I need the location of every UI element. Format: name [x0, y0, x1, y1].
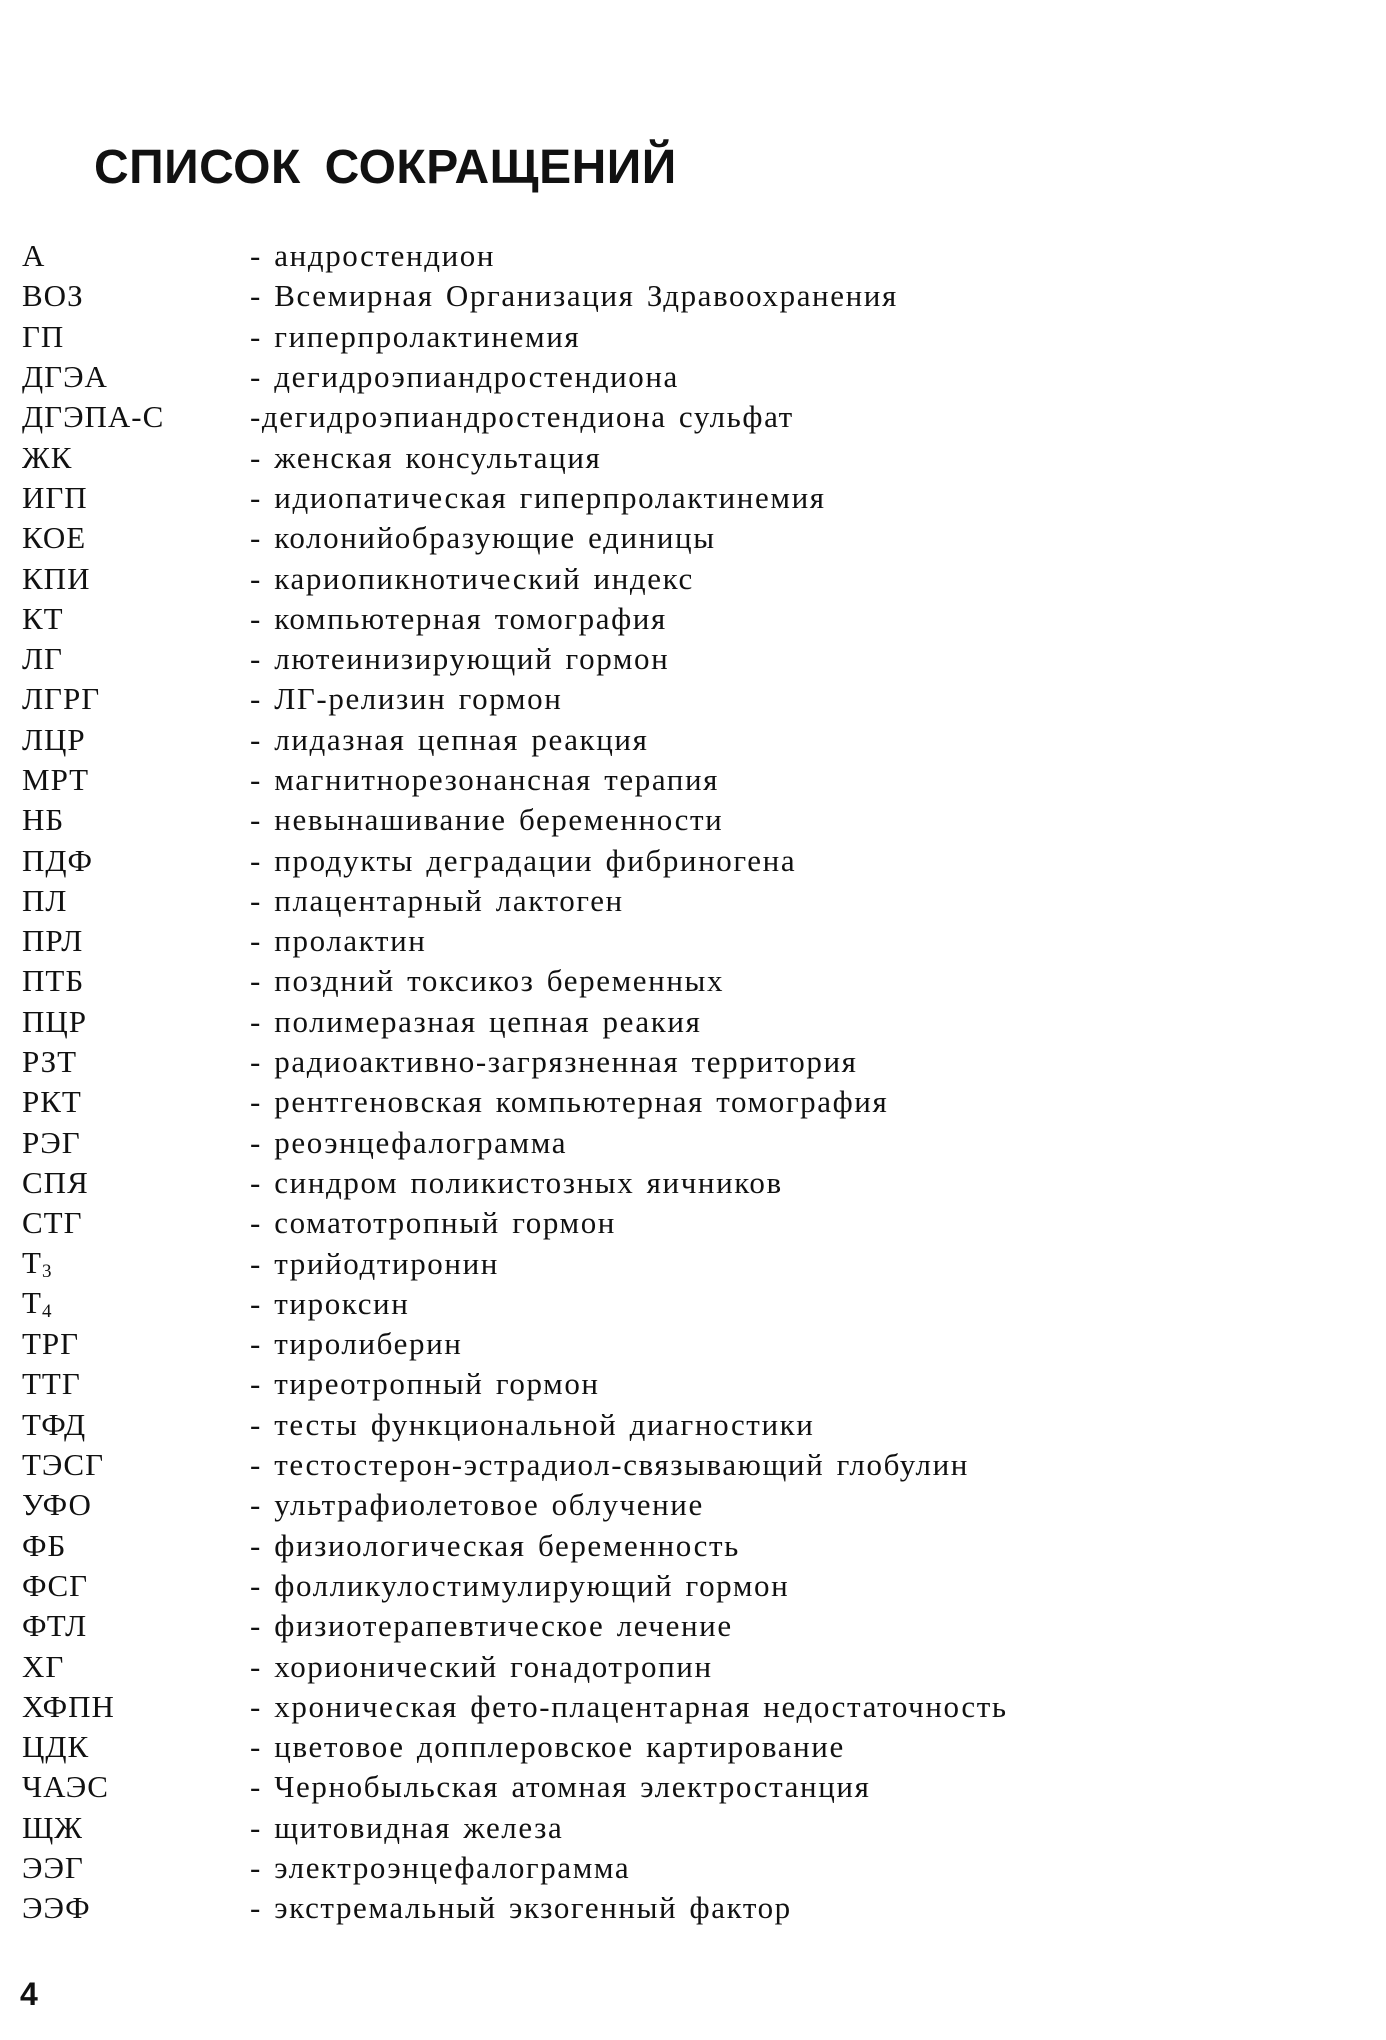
abbreviation-row [22, 1163, 1008, 1203]
abbreviation-definition: - продукты деградации фибриногена [250, 842, 797, 878]
abbreviation-row [22, 1405, 1008, 1445]
abbreviation-row [22, 1123, 1008, 1163]
abbreviation-definition: - физиологическая беременность [250, 1527, 740, 1563]
abbreviation-term-text: ФБ [22, 1527, 67, 1563]
abbreviation-row [22, 1566, 1008, 1606]
abbreviation-term [22, 1729, 250, 1765]
abbreviation-definition: - рентгеновская компьютерная томография [250, 1084, 889, 1120]
abbreviation-row [22, 1687, 1008, 1727]
abbreviation-definition: - андростендион [250, 238, 496, 274]
abbreviation-term-text: ВОЗ [22, 278, 84, 314]
abbreviation-term [22, 1487, 250, 1523]
abbreviation-row [22, 800, 1008, 840]
abbreviation-definition: - магнитнорезонансная терапия [250, 762, 720, 797]
abbreviation-term [22, 319, 250, 355]
abbreviation-term [22, 843, 250, 879]
abbreviation-definition: - хроническая фето-плацентарная недостаточность [250, 1688, 1008, 1724]
abbreviation-definition: - идиопатическая гиперпролактинемия [250, 479, 826, 515]
abbreviation-term-text: ПЦР [22, 1003, 88, 1039]
abbreviation-row [22, 1767, 1008, 1807]
abbreviation-term [22, 641, 250, 677]
abbreviation-row [22, 1606, 1008, 1646]
abbreviation-subscript: 4 [41, 1300, 52, 1322]
abbreviation-term-text: ХФПН [22, 1688, 115, 1724]
abbreviation-row [22, 840, 1008, 880]
abbreviation-term [22, 278, 250, 314]
abbreviation-row [22, 599, 1008, 639]
abbreviation-term [22, 1004, 250, 1040]
abbreviation-definition: - цветовое допплеровское картирование [250, 1729, 845, 1765]
abbreviation-row [22, 558, 1008, 598]
abbreviation-term [22, 762, 250, 798]
abbreviation-term [22, 238, 250, 274]
abbreviation-term [22, 1165, 250, 1201]
abbreviation-definition: - тестостерон-эстрадиол-связывающий глобулин [250, 1447, 969, 1483]
abbreviation-term [22, 1245, 250, 1283]
abbreviation-definition: - лютеинизирующий гормон [250, 641, 670, 677]
abbreviation-row [22, 679, 1008, 719]
abbreviation-definition: - кариопикнотический индекс [250, 560, 694, 596]
abbreviation-definition: - тироксин [250, 1285, 410, 1321]
abbreviation-term [22, 1850, 250, 1886]
abbreviation-term-text: ТРГ [22, 1326, 80, 1362]
abbreviation-row [22, 357, 1008, 397]
abbreviation-term [22, 1205, 250, 1241]
abbreviation-term-text: РКТ [22, 1084, 82, 1120]
abbreviation-term-text: ГП [22, 318, 65, 354]
abbreviation-term-text: ЭЭГ [22, 1850, 84, 1886]
abbreviation-term-text: ЦДК [22, 1729, 90, 1765]
abbreviation-term-text: ЧАЭС [22, 1769, 109, 1805]
abbreviation-term [22, 480, 250, 516]
abbreviation-term [22, 1608, 250, 1644]
abbreviation-term-text: ТТГ [22, 1366, 81, 1402]
abbreviation-term-text: МРТ [22, 762, 90, 797]
abbreviation-row [22, 1284, 1008, 1324]
abbreviation-term-text: НБ [22, 802, 65, 838]
abbreviation-definition: - реоэнцефалограмма [250, 1124, 568, 1160]
abbreviation-row [22, 1324, 1008, 1364]
abbreviation-term-text: ПРЛ [22, 923, 84, 959]
abbreviation-term [22, 1285, 250, 1323]
abbreviation-row [22, 760, 1008, 800]
abbreviation-term-text: ФСГ [22, 1567, 89, 1603]
abbreviation-term [22, 1568, 250, 1604]
abbreviation-term [22, 1769, 250, 1805]
abbreviation-definition: - ЛГ-релизин гормон [250, 681, 563, 717]
abbreviation-row [22, 1888, 1008, 1928]
abbreviation-term-text: КТ [22, 600, 64, 636]
abbreviation-definition: - хорионический гонадотропин [250, 1648, 713, 1684]
abbreviation-row [22, 1002, 1008, 1042]
abbreviation-term [22, 520, 250, 556]
abbreviation-definition: - тиролиберин [250, 1326, 463, 1362]
abbreviation-list [22, 236, 1008, 1928]
abbreviation-term-text: ЖК [22, 439, 73, 475]
abbreviation-term [22, 1044, 250, 1080]
abbreviation-term [22, 440, 250, 476]
abbreviation-term [22, 1810, 250, 1846]
abbreviation-term [22, 1326, 250, 1362]
abbreviation-definition: - поздний токсикоз беременных [250, 963, 725, 999]
abbreviation-term [22, 1084, 250, 1120]
abbreviation-row [22, 1646, 1008, 1686]
abbreviation-definition: - колонийобразующие единицы [250, 520, 716, 556]
abbreviation-row [22, 1364, 1008, 1404]
abbreviation-definition: - радиоактивно-загрязненная территория [250, 1044, 858, 1080]
abbreviation-term-text: А [22, 238, 46, 274]
abbreviation-definition: - невынашивание беременности [250, 802, 724, 838]
abbreviation-term-text: ЛГ [22, 641, 63, 677]
abbreviation-row [22, 639, 1008, 679]
abbreviation-term [22, 601, 250, 637]
abbreviation-term-text: ДГЭА [22, 359, 108, 395]
page-number: 4 [20, 1976, 38, 2012]
abbreviation-term [22, 1890, 250, 1926]
abbreviation-term [22, 1689, 250, 1725]
abbreviation-definition: - дегидроэпиандростендиона [250, 359, 679, 395]
abbreviation-term-text: ЛЦР [22, 721, 86, 757]
abbreviation-row [22, 1808, 1008, 1848]
abbreviation-row [22, 921, 1008, 961]
abbreviation-definition: - полимеразная цепная реакия [250, 1003, 702, 1039]
abbreviation-term-text: ПДФ [22, 842, 94, 878]
abbreviation-term-text: РЗТ [22, 1044, 78, 1080]
abbreviation-term-text: ПТБ [22, 963, 85, 999]
abbreviation-definition: - синдром поликистозных яичников [250, 1164, 783, 1200]
abbreviation-row [22, 1082, 1008, 1122]
abbreviation-term-text: ЛГРГ [22, 681, 101, 717]
abbreviation-term-text: ИГП [22, 479, 88, 515]
abbreviation-term-text: СПЯ [22, 1164, 89, 1200]
abbreviation-definition: -дегидроэпиандростендиона сульфат [250, 399, 794, 435]
abbreviation-term-text: ТФД [22, 1406, 87, 1442]
abbreviation-term [22, 1125, 250, 1161]
abbreviation-definition: - тиреотропный гормон [250, 1366, 600, 1402]
abbreviation-definition: - соматотропный гормон [250, 1205, 616, 1241]
abbreviation-term-text: ДГЭПА-С [22, 399, 165, 435]
abbreviation-row [22, 276, 1008, 316]
abbreviation-definition: - компьютерная томография [250, 600, 667, 636]
abbreviation-term [22, 883, 250, 919]
abbreviation-definition: - Всемирная Организация Здравоохранения [250, 278, 898, 314]
abbreviation-term-text: КОЕ [22, 520, 87, 556]
abbreviation-definition: - трийодтиронин [250, 1245, 499, 1281]
abbreviation-row [22, 1203, 1008, 1243]
abbreviation-definition: - щитовидная железа [250, 1809, 564, 1845]
abbreviation-term-text: Т [22, 1244, 42, 1280]
abbreviation-term [22, 1447, 250, 1483]
abbreviation-row [22, 1485, 1008, 1525]
abbreviation-definition: - физиотерапевтическое лечение [250, 1608, 733, 1644]
abbreviation-term-text: Т [22, 1284, 42, 1320]
abbreviation-row [22, 317, 1008, 357]
abbreviation-row [22, 720, 1008, 760]
abbreviation-row [22, 881, 1008, 921]
abbreviation-row [22, 961, 1008, 1001]
abbreviation-row [22, 478, 1008, 518]
abbreviation-term [22, 681, 250, 717]
abbreviation-term-text: РЭГ [22, 1124, 81, 1160]
abbreviation-definition: - женская консультация [250, 439, 602, 475]
abbreviation-term-text: ТЭСГ [22, 1447, 104, 1483]
abbreviation-row [22, 236, 1008, 276]
abbreviation-term-text: ХГ [22, 1648, 65, 1684]
abbreviation-definition: - Чернобыльская атомная электростанция [250, 1769, 871, 1805]
abbreviation-term [22, 963, 250, 999]
abbreviation-definition: - тесты функциональной диагностики [250, 1406, 815, 1442]
abbreviation-term-text: КПИ [22, 560, 91, 596]
abbreviation-definition: - лидазная цепная реакция [250, 721, 649, 757]
abbreviation-row [22, 1445, 1008, 1485]
abbreviation-definition: - электроэнцефалограмма [250, 1850, 631, 1886]
abbreviation-term [22, 1407, 250, 1443]
abbreviation-row [22, 1042, 1008, 1082]
abbreviation-subscript: 3 [41, 1260, 52, 1282]
abbreviation-row [22, 1848, 1008, 1888]
abbreviation-term-text: ПЛ [22, 882, 68, 918]
abbreviation-row [22, 518, 1008, 558]
abbreviation-term-text: УФО [22, 1487, 92, 1523]
abbreviation-term-text: СТГ [22, 1205, 83, 1241]
abbreviation-term-text: ЭЭФ [22, 1890, 91, 1926]
abbreviation-term-text: ФТЛ [22, 1608, 88, 1644]
abbreviation-row [22, 1526, 1008, 1566]
abbreviation-definition: - гиперпролактинемия [250, 318, 581, 354]
abbreviation-row [22, 1243, 1008, 1283]
abbreviation-row [22, 437, 1008, 477]
abbreviation-term [22, 923, 250, 959]
abbreviation-definition: - ультрафиолетовое облучение [250, 1487, 704, 1523]
page-title: СПИСОК СОКРАЩЕНИЙ [94, 141, 677, 194]
abbreviation-definition: - плацентарный лактоген [250, 882, 624, 918]
abbreviation-term [22, 1528, 250, 1564]
abbreviation-term [22, 1649, 250, 1685]
abbreviation-row [22, 397, 1008, 437]
abbreviation-term [22, 1366, 250, 1402]
abbreviation-definition: - пролактин [250, 923, 427, 959]
abbreviation-row [22, 1727, 1008, 1767]
abbreviation-term [22, 359, 250, 395]
abbreviation-definition: - экстремальный экзогенный фактор [250, 1890, 792, 1926]
abbreviation-term [22, 399, 250, 435]
abbreviation-definition: - фолликулостимулирующий гормон [250, 1567, 790, 1603]
abbreviation-term-text: ЩЖ [22, 1809, 84, 1845]
abbreviation-term [22, 802, 250, 838]
abbreviation-term [22, 561, 250, 597]
abbreviation-term [22, 722, 250, 758]
